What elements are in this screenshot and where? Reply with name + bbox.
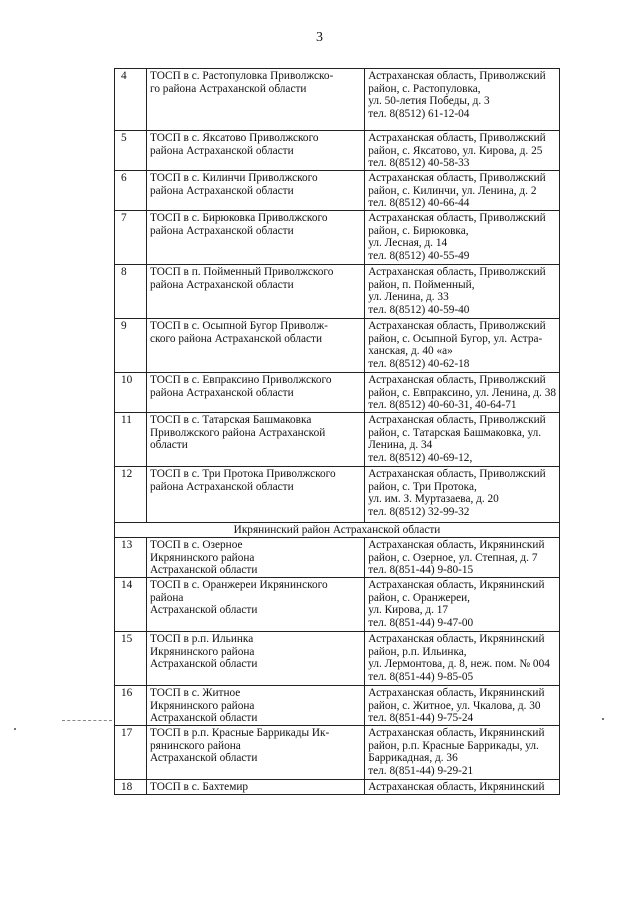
address-cell [365, 467, 560, 523]
table-row [115, 413, 560, 467]
table-row [115, 578, 560, 632]
address-cell [365, 686, 560, 726]
address-line: тел. 8(851-44) 9-75-24 [368, 712, 474, 725]
branch-name-cell [146, 578, 364, 632]
address-line: тел. 8(851-44) 9-80-15 [368, 564, 474, 577]
address-line: тел. 8(8512) 61-12-04 [368, 107, 470, 120]
branch-name-line: Икрянинского района [149, 551, 255, 564]
branch-name-line: ТОСП в с. Три Протока Приволжского [149, 468, 336, 480]
branch-name-line: ТОСП в с. Озерное [149, 539, 243, 551]
address-cell [365, 319, 560, 373]
address-cell [365, 131, 560, 171]
table-row [115, 171, 560, 211]
table-row [115, 131, 560, 171]
address-line: район, с. Растопуловка, [368, 82, 481, 95]
row-number: 12 [115, 467, 147, 523]
address-line: район, с. Яксатово, ул. Кирова, д. 25 [368, 144, 543, 157]
branch-name-line: ТОСП в с. Растопуловка Приволжско- [149, 70, 334, 82]
branch-name-line: ТОСП в п. Пойменный Приволжского [149, 266, 334, 278]
address-cell [365, 538, 560, 578]
branch-name-cell [146, 171, 364, 211]
branch-name-line: ТОСП в с. Татарская Башмаковка [149, 414, 312, 426]
section-header: Икрянинский район Астраханской области [115, 523, 560, 538]
table-row [115, 780, 560, 795]
address-line: район, с. Три Протока, [368, 480, 477, 493]
branch-name-line: Приволжского района Астраханской [149, 426, 326, 439]
scan-artifact-line [62, 720, 112, 721]
address-line: район, с. Килинчи, ул. Ленина, д. 2 [368, 184, 537, 197]
branch-name-line: ТОСП в р.п. Красные Баррикады Ик- [149, 727, 330, 739]
branch-name-line: Астраханской области [149, 564, 258, 577]
branch-name-cell [146, 373, 364, 413]
address-cell [365, 171, 560, 211]
address-line: тел. 8(851-44) 9-85-05 [368, 670, 474, 683]
branch-name-cell [146, 632, 364, 686]
branch-name-line: области [149, 439, 188, 452]
row-number: 9 [115, 319, 147, 373]
branch-name-line: ТОСП в р.п. Ильинка [149, 633, 254, 645]
address-cell [365, 780, 560, 795]
row-number: 4 [115, 69, 147, 131]
branch-name-line: ТОСП в с. Житное [149, 687, 241, 699]
address-line: Астраханская область, Приволжский [368, 212, 546, 224]
table-row [115, 319, 560, 373]
table-row [115, 373, 560, 413]
branch-name-line: Астраханской области [149, 658, 258, 671]
address-line: Астраханская область, Приволжский [368, 172, 546, 184]
branch-name-cell [146, 538, 364, 578]
address-line: район, с. Оранжереи, [368, 591, 470, 604]
address-line: Баррикадная, д. 36 [368, 752, 458, 765]
address-line: тел. 8(851-44) 9-29-21 [368, 764, 474, 777]
branch-name-cell [146, 211, 364, 265]
row-number: 16 [115, 686, 147, 726]
address-line: тел. 8(8512) 40-62-18 [368, 357, 470, 370]
address-line: Астраханская область, Приволжский [368, 414, 546, 426]
row-number: 17 [115, 726, 147, 780]
address-line: ул. Лермонтова, д. 8, неж. пом. № 004 [368, 658, 550, 671]
row-number: 7 [115, 211, 147, 265]
address-line: район, с. Бирюковка, [368, 224, 469, 237]
address-line: район, р.п. Красные Баррикады, ул. [368, 739, 539, 752]
address-line: тел. 8(8512) 40-58-33 [368, 157, 470, 170]
branch-name-line: го района Астраханской области [149, 82, 307, 95]
branch-name-line: ТОСП в с. Килинчи Приволжского [149, 172, 318, 184]
address-line: тел. 8(851-44) 9-47-00 [368, 616, 474, 629]
branch-name-cell [146, 413, 364, 467]
address-line: район, с. Татарская Башмаковка, ул. [368, 426, 542, 439]
address-line: ул. Лесная, д. 14 [368, 237, 448, 250]
table-row [115, 265, 560, 319]
branch-name-line: Икрянинского района [149, 699, 255, 712]
scan-artifact-dot [602, 718, 604, 720]
table-row [115, 467, 560, 523]
address-cell [365, 373, 560, 413]
branch-name-line: ТОСП в с. Бахтемир [149, 781, 249, 793]
branch-name-line: ского района Астраханской области [149, 332, 323, 345]
address-line: район, р.п. Ильинка, [368, 645, 467, 658]
address-line: район, с. Осыпной Бугор, ул. Астра- [368, 332, 543, 345]
row-number: 18 [115, 780, 147, 795]
branch-name-line: района Астраханской области [149, 480, 294, 493]
address-line: район, с. Житное, ул. Чкалова, д. 30 [368, 699, 541, 712]
branch-name-cell [146, 780, 364, 795]
branch-name-line: района [149, 591, 184, 604]
branch-name-line: Астраханской области [149, 712, 258, 725]
address-cell [365, 69, 560, 131]
address-cell [365, 578, 560, 632]
address-line: Астраханская область, Приволжский [368, 320, 546, 332]
row-number: 8 [115, 265, 147, 319]
row-number: 11 [115, 413, 147, 467]
address-line: Астраханская область, Икрянинский [368, 539, 545, 551]
scan-artifact-dot [14, 728, 16, 730]
address-line: Астраханская область, Приволжский [368, 132, 546, 144]
address-line: Астраханская область, Икрянинский [368, 687, 545, 699]
branch-name-line: рянинского района [149, 739, 241, 752]
address-line: Астраханская область, Приволжский [368, 468, 546, 480]
branch-name-cell [146, 131, 364, 171]
table-row [115, 69, 560, 131]
address-cell [365, 211, 560, 265]
branch-name-cell [146, 69, 364, 131]
branch-name-line: района Астраханской области [149, 224, 294, 237]
branch-name-line: района Астраханской области [149, 278, 294, 291]
address-line: тел. 8(8512) 40-55-49 [368, 249, 470, 262]
branch-name-line: ТОСП в с. Бирюковка Приволжского [149, 212, 328, 224]
branch-name-line: ТОСП в с. Оранжереи Икрянинского [149, 579, 328, 591]
address-line: район, с. Озерное, ул. Степная, д. 7 [368, 551, 538, 564]
branch-name-line: ТОСП в с. Евпраксино Приволжского [149, 374, 332, 386]
address-line: ул. Ленина, д. 33 [368, 291, 449, 304]
address-line: Астраханская область, Приволжский [368, 374, 546, 386]
address-line: тел. 8(8512) 40-69-12, [368, 451, 473, 464]
page-number: 3 [316, 30, 323, 45]
branch-name-line: ТОСП в с. Яксатово Приволжского [149, 132, 319, 144]
address-cell [365, 413, 560, 467]
section-header-row [115, 523, 560, 538]
address-line: Ленина, д. 34 [368, 439, 433, 452]
table-row [115, 686, 560, 726]
address-cell [365, 726, 560, 780]
row-number: 5 [115, 131, 147, 171]
address-line: тел. 8(8512) 40-60-31, 40-64-71 [368, 399, 517, 412]
address-line: Астраханская область, Икрянинский [368, 727, 545, 739]
address-cell [365, 265, 560, 319]
row-number: 14 [115, 578, 147, 632]
address-line: ханская, д. 40 «а» [368, 345, 453, 358]
branch-name-line: Астраханской области [149, 604, 258, 617]
row-number: 13 [115, 538, 147, 578]
row-number: 15 [115, 632, 147, 686]
branch-name-line: Астраханской области [149, 752, 258, 765]
address-line: тел. 8(8512) 40-66-44 [368, 197, 470, 210]
branch-name-line: ТОСП в с. Осыпной Бугор Приволж- [149, 320, 328, 332]
address-line: ул. 50-летия Победы, д. 3 [368, 95, 490, 108]
address-cell [365, 632, 560, 686]
branch-name-line: района Астраханской области [149, 386, 294, 399]
table-body [115, 69, 560, 795]
table-row [115, 726, 560, 780]
row-number: 10 [115, 373, 147, 413]
branch-name-cell [146, 265, 364, 319]
address-line: ул. им. З. Муртазаева, д. 20 [368, 493, 499, 506]
branch-name-line: района Астраханской области [149, 184, 294, 197]
table-row [115, 538, 560, 578]
address-line: Астраханская область, Приволжский [368, 70, 546, 82]
branch-name-line: Икрянинского района [149, 645, 255, 658]
address-line: тел. 8(8512) 32-99-32 [368, 505, 470, 518]
address-line: район, п. Пойменный, [368, 278, 475, 291]
address-line: район, с. Евпраксино, ул. Ленина, д. 38 [368, 386, 556, 399]
address-line: Астраханская область, Икрянинский [368, 579, 545, 591]
address-line: Астраханская область, Икрянинский [368, 633, 545, 645]
address-line: Астраханская область, Икрянинский [368, 781, 545, 793]
table-row [115, 632, 560, 686]
branch-table [114, 68, 560, 795]
branch-name-cell [146, 319, 364, 373]
address-line: ул. Кирова, д. 17 [368, 604, 449, 617]
branch-name-cell [146, 467, 364, 523]
branch-name-cell [146, 726, 364, 780]
address-line: Астраханская область, Приволжский [368, 266, 546, 278]
row-number: 6 [115, 171, 147, 211]
branch-name-line: района Астраханской области [149, 144, 294, 157]
branch-name-cell [146, 686, 364, 726]
table-row [115, 211, 560, 265]
address-line: тел. 8(8512) 40-59-40 [368, 303, 470, 316]
